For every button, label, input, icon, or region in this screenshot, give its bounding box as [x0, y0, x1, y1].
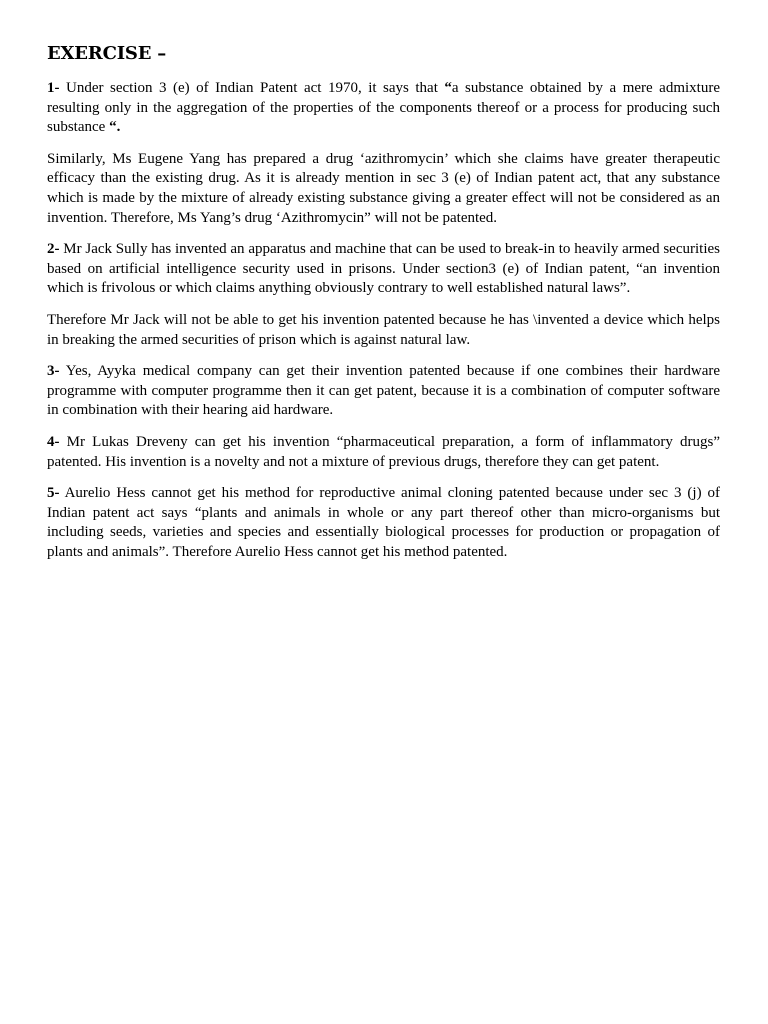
document-page — [47, 42, 720, 574]
answer-1-explanation: Similarly, Ms Eugene Yang has prepared a drug ‘azithromycin’ which she claims have greater therapeutic efficacy than the existing drug. As it is already mention in sec 3 (e) of Indian patent act, that any substance which is made by the mixture of already existing substance giving a greater effect will not be considered as an invention. Therefore, Ms Yang’s drug ‘Azithromycin” will not be patented. — [47, 150, 720, 226]
paragraph-text: Aurelio Hess cannot get his method for reproductive animal cloning patented because under sec 3 (j) of Indian patent act says “plants and animals in whole or any part thereof other than micro-organisms but including seeds, varieties and species and essentially biological processes for production or propagation of plants and animals”. Therefore Aurelio Hess cannot get his method patented. — [47, 485, 720, 560]
answer-number: 1- — [47, 80, 60, 96]
answer-number: 3- — [47, 363, 60, 380]
answer-2-paragraph — [47, 240, 720, 299]
open-quote: “ — [444, 80, 452, 96]
page-title: EXERCISE – — [47, 43, 167, 64]
close-quote: “. — [109, 119, 121, 136]
answer-4-paragraph — [47, 433, 720, 472]
answer-5-paragraph — [47, 484, 720, 562]
answer-1-paragraph — [47, 79, 720, 138]
answer-number: 5- — [47, 485, 60, 502]
answer-number: 4- — [47, 433, 60, 450]
paragraph-text: Under section 3 (e) of Indian Patent act 1970, it says that — [59, 80, 445, 96]
answer-3-paragraph — [47, 362, 720, 421]
paragraph-text: Yes, Ayyka medical company can get their invention patented because if one combines their hardware programme with computer programme then it can get patent, because it is a combination of computer software in combination with their hearing aid hardware. — [47, 363, 720, 419]
paragraph-text: Mr Jack Sully has invented an apparatus and machine that can be used to break-in to heavily armed securities based on artificial intelligence security used in prisons. Under section3 (e) of Indian patent, “an invention which is frivolous or which claims anything obviously contrary to well established natural laws”. — [47, 241, 720, 297]
answer-number: 2- — [47, 241, 60, 258]
answer-2-explanation: Therefore Mr Jack will not be able to get his invention patented because he has \invented a device which helps in breaking the armed securities of prison which is against natural law. — [47, 311, 720, 348]
paragraph-text: Mr Lukas Dreveny can get his invention “pharmaceutical preparation, a form of inflammatory drugs” patented. His invention is a novelty and not a mixture of previous drugs, therefore they can get patent. — [47, 433, 720, 470]
quoted-text: a substance obtained by a mere admixture resulting only in the aggregation of the properties of the components thereof or a process for producing such substance — [47, 80, 720, 136]
